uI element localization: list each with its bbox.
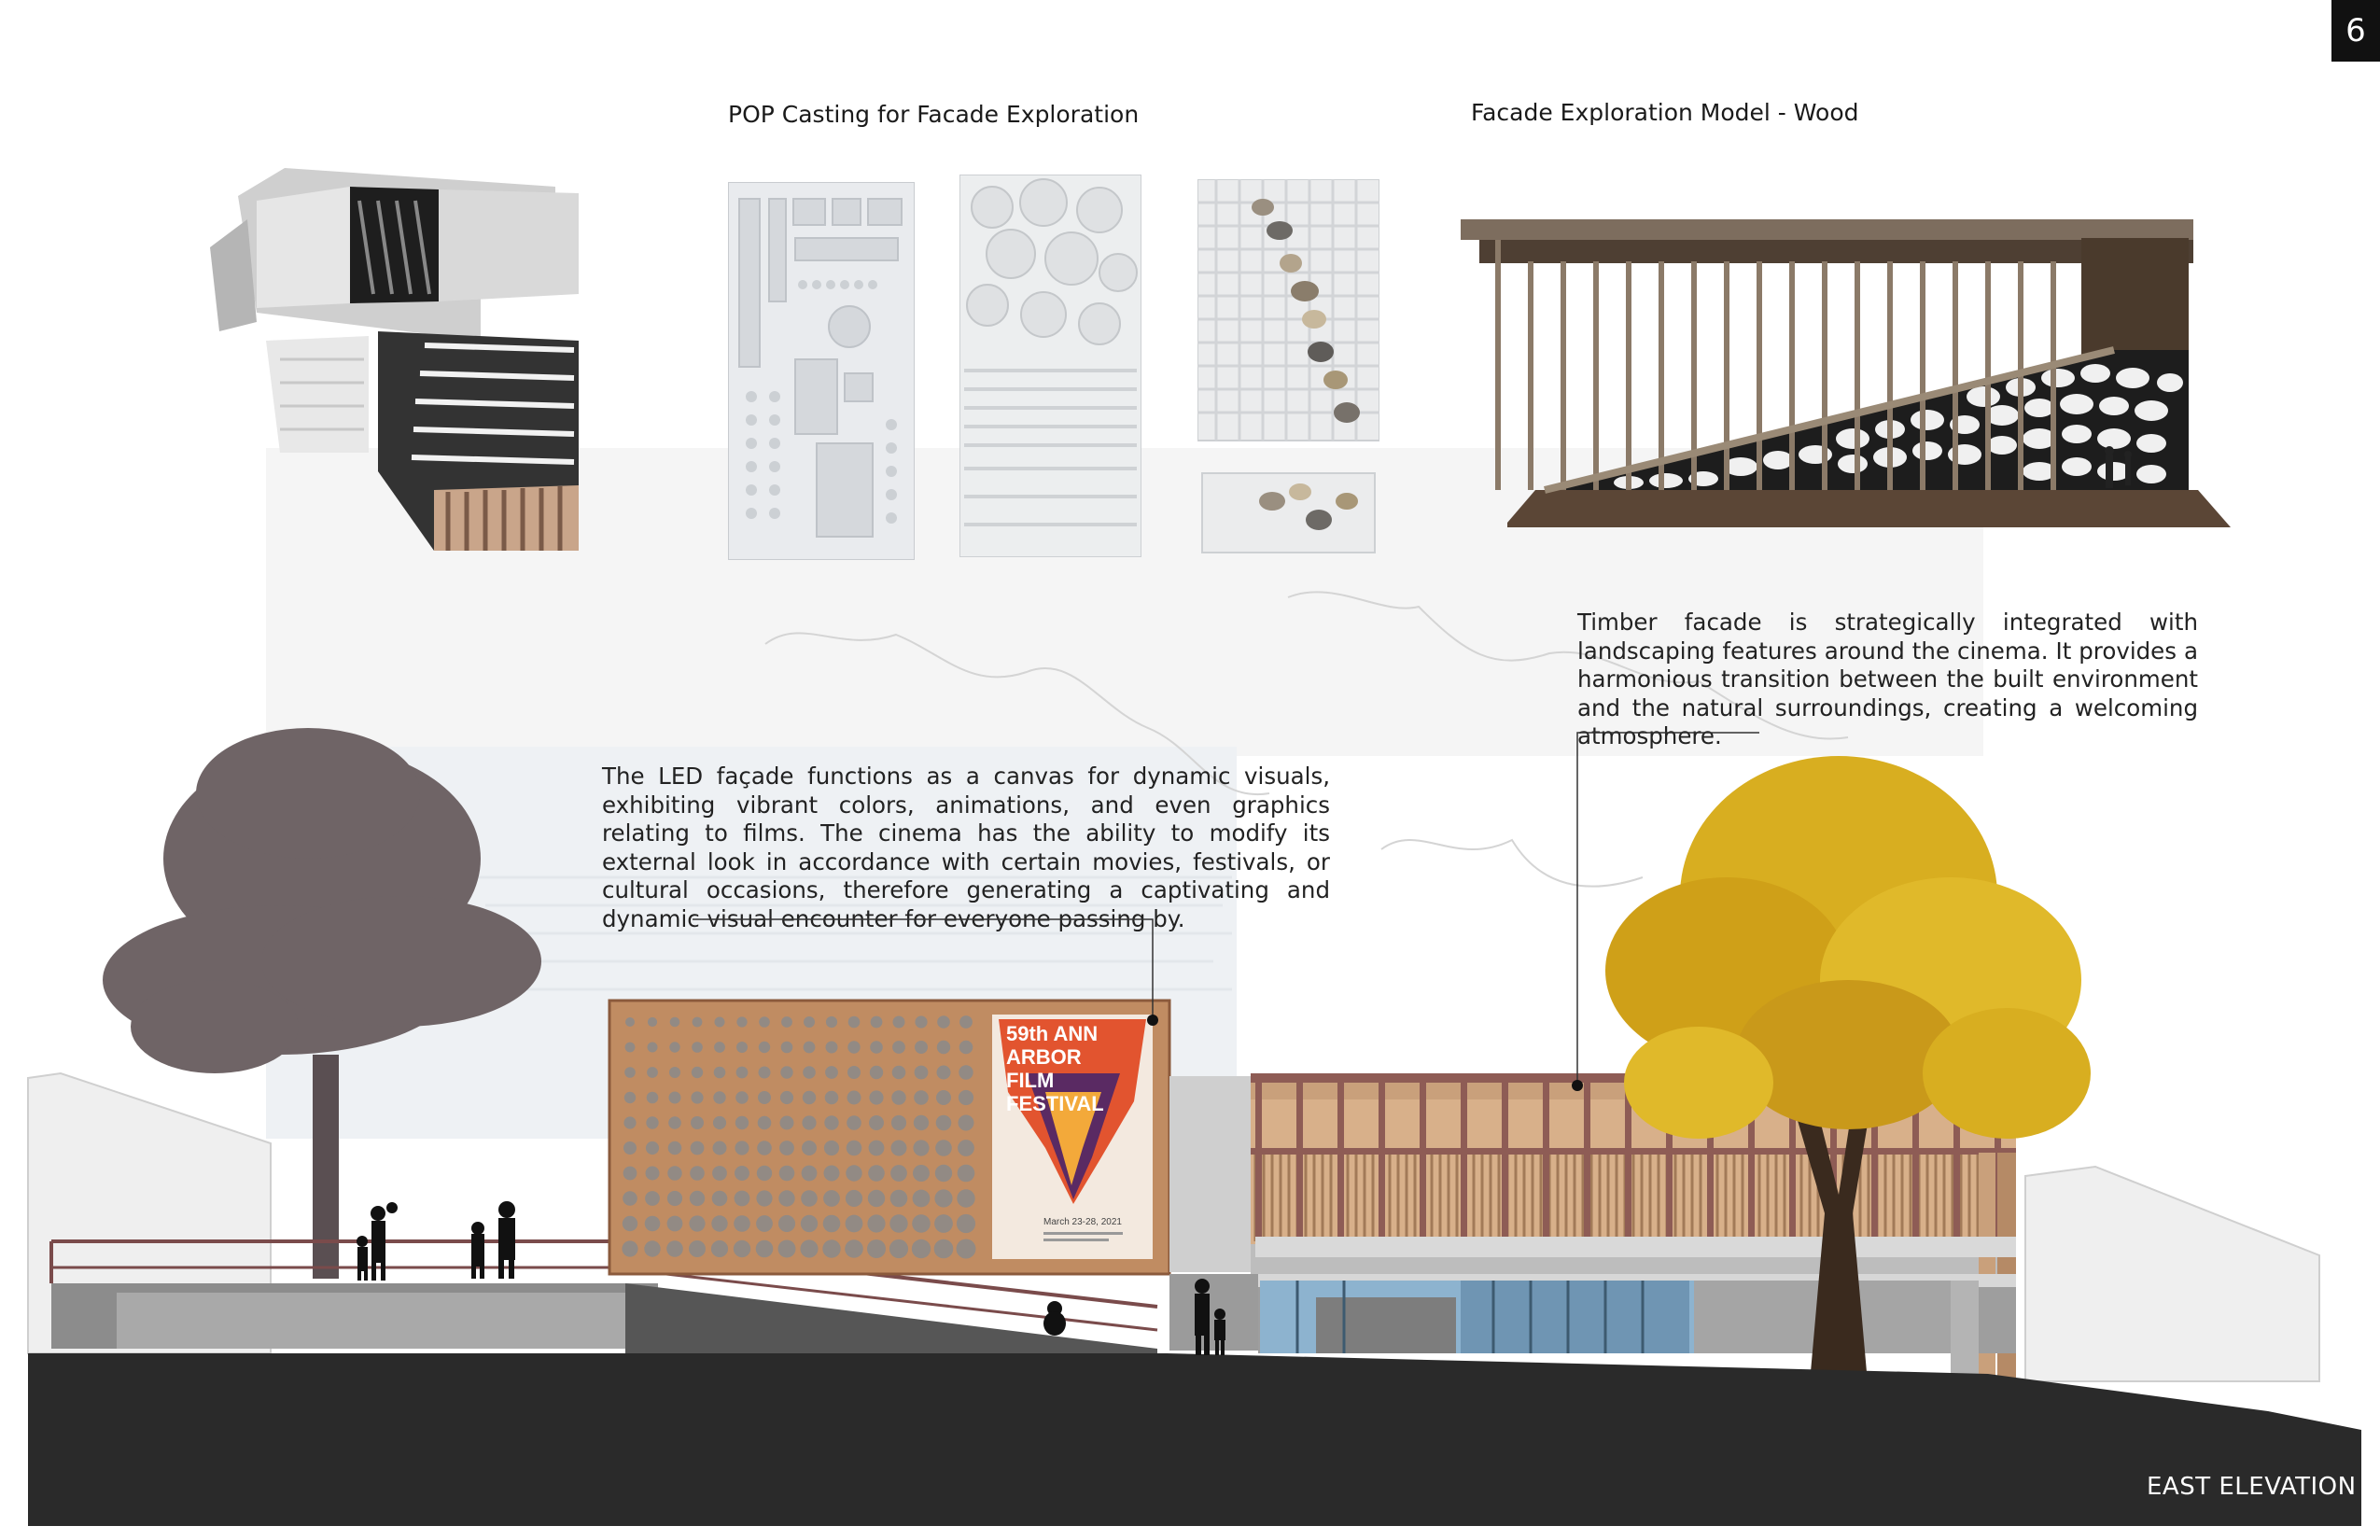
perforation (822, 1239, 840, 1257)
perforation (802, 1115, 816, 1129)
perforation (669, 1042, 679, 1052)
perforation (623, 1216, 637, 1231)
perforation (669, 1067, 680, 1078)
perforation (691, 1116, 704, 1129)
perforation (871, 1016, 883, 1029)
perforation (759, 1067, 771, 1079)
perforation (623, 1167, 637, 1181)
perforation (692, 1067, 703, 1078)
perforation (957, 1239, 976, 1259)
perforation (624, 1067, 636, 1078)
frame-column (1584, 1078, 1590, 1246)
perforation (645, 1216, 661, 1232)
perforation (891, 1090, 905, 1104)
perforation (693, 1017, 703, 1028)
perforation (959, 1090, 973, 1105)
perforation (915, 1015, 927, 1028)
poster-line2: ARBOR (1006, 1045, 1082, 1069)
perforation (714, 1067, 726, 1079)
perforation (892, 1066, 906, 1080)
perforation (690, 1166, 705, 1181)
east-elevation-label: EAST ELEVATION (2147, 1473, 2357, 1501)
perforation (847, 1115, 861, 1130)
perforation (712, 1166, 727, 1181)
page-number: 6 (2331, 0, 2380, 62)
perforation (689, 1240, 706, 1257)
perforation (667, 1216, 683, 1232)
perforation (778, 1215, 795, 1232)
perforation (758, 1091, 771, 1104)
perforation (958, 1165, 975, 1183)
perforation (848, 1016, 861, 1029)
perforation (666, 1240, 683, 1257)
perforation (645, 1191, 660, 1206)
perforation (847, 1066, 861, 1079)
perforation (646, 1116, 658, 1128)
perforation (892, 1041, 905, 1054)
perforation (757, 1141, 772, 1155)
perforation (801, 1190, 818, 1207)
perforation (847, 1091, 861, 1105)
perforation (959, 1041, 973, 1055)
perforation (623, 1141, 637, 1155)
perforation (735, 1191, 750, 1207)
perforation (778, 1240, 796, 1258)
perforation (915, 1041, 928, 1054)
perforation (891, 1115, 906, 1130)
perforation (668, 1141, 682, 1155)
film-festival-poster (992, 1015, 1153, 1259)
perforation (959, 1015, 973, 1029)
perforation (936, 1090, 951, 1105)
perforation (870, 1041, 883, 1054)
perforation (846, 1165, 861, 1181)
perforation (802, 1141, 817, 1155)
perforation (646, 1141, 659, 1155)
perforation (914, 1090, 929, 1105)
perforation (825, 1091, 839, 1105)
perforation (868, 1165, 885, 1182)
perforation (648, 1017, 657, 1027)
perforation (644, 1240, 660, 1256)
ground-section (28, 1353, 2361, 1526)
perforation (736, 1067, 749, 1079)
perforation (759, 1016, 770, 1028)
perforation (802, 1166, 818, 1182)
perforation (826, 1016, 837, 1028)
perforation (867, 1214, 885, 1232)
perforation (625, 1043, 636, 1053)
perforation (622, 1240, 637, 1256)
perforation (913, 1165, 930, 1182)
perforation (937, 1041, 950, 1054)
perforation (736, 1042, 748, 1053)
poster-line4: FESTIVAL (1006, 1092, 1104, 1115)
perforation (715, 1017, 725, 1028)
perforation (913, 1140, 929, 1155)
perforation (823, 1215, 841, 1233)
perforation (914, 1115, 929, 1130)
poster-dates: March 23-28, 2021 (1043, 1217, 1122, 1227)
frame-column (1337, 1078, 1344, 1246)
perforation (846, 1190, 862, 1207)
perforation (913, 1190, 931, 1208)
perforation (623, 1116, 636, 1128)
perforation (781, 1042, 793, 1054)
perforation (780, 1066, 792, 1078)
perforation (824, 1115, 838, 1129)
perforation (912, 1239, 931, 1258)
perforation (912, 1214, 931, 1233)
perforation (625, 1017, 635, 1027)
perforation (959, 1115, 974, 1131)
perforation (711, 1215, 727, 1231)
perforation (646, 1167, 660, 1181)
perforation (735, 1116, 749, 1129)
glazing (1260, 1281, 1713, 1353)
perforation (957, 1189, 974, 1207)
perforation (846, 1215, 863, 1233)
perforation (826, 1042, 838, 1054)
wood-model-heading: Facade Exploration Model - Wood (1471, 99, 1859, 126)
perforation (803, 1066, 816, 1079)
timber-facade-description: Timber facade is strategically integrated with landscaping features around the cinema. It provides a harmonious transition between the built environment and the natural surroundings, creating a welcoming atmosphere. (1577, 609, 2198, 749)
perforation (714, 1042, 725, 1053)
perforation (692, 1042, 703, 1053)
frame-column (1502, 1078, 1508, 1246)
perforation (756, 1190, 772, 1206)
perforation (689, 1215, 705, 1231)
perforation (780, 1116, 794, 1130)
perforation (915, 1066, 929, 1080)
perforation (890, 1165, 907, 1182)
pop-casting-heading: POP Casting for Facade Exploration (728, 101, 1140, 128)
perforation (959, 1065, 973, 1079)
perforation (736, 1016, 747, 1027)
perforation (937, 1066, 951, 1080)
perforation (734, 1240, 750, 1257)
perforation (935, 1140, 952, 1156)
perforation (667, 1166, 681, 1180)
perforation (824, 1166, 840, 1182)
perforation (647, 1092, 659, 1104)
perforation (735, 1091, 749, 1104)
perforation (759, 1042, 770, 1053)
perforation (670, 1017, 680, 1028)
perforation (937, 1015, 950, 1029)
frame-column (1543, 1078, 1549, 1246)
perforation (734, 1215, 750, 1232)
poster-line1: 59th ANN (1006, 1022, 1099, 1045)
perforation (668, 1116, 681, 1129)
perforation (757, 1166, 772, 1181)
frame-column (1379, 1078, 1385, 1246)
perforation (624, 1092, 636, 1103)
perforation (804, 1016, 815, 1028)
perforation (690, 1191, 705, 1206)
perforation (869, 1115, 884, 1130)
perforation (623, 1191, 637, 1206)
perforation (847, 1041, 860, 1053)
perforation (845, 1239, 863, 1258)
perforation (756, 1215, 773, 1232)
perforation (868, 1190, 885, 1207)
perforation (893, 1016, 905, 1029)
perforation (781, 1016, 792, 1028)
perforation (889, 1239, 908, 1258)
perforation (711, 1240, 728, 1257)
frame-column (1296, 1078, 1303, 1246)
perforation (756, 1240, 774, 1258)
perforation (935, 1165, 952, 1182)
perforation (691, 1141, 705, 1155)
perforation (870, 1066, 883, 1079)
perforation (891, 1141, 907, 1156)
perforation (957, 1214, 975, 1233)
perforation (869, 1090, 883, 1104)
frame-column (1420, 1078, 1426, 1246)
perforation (801, 1215, 818, 1232)
perforation (934, 1189, 952, 1207)
perforation (825, 1066, 838, 1079)
perforation (890, 1190, 908, 1208)
perforation (669, 1092, 681, 1104)
perforation (934, 1239, 954, 1259)
frame-column (1461, 1078, 1467, 1246)
perforation (958, 1140, 974, 1156)
perforation (735, 1166, 749, 1181)
poster-line3: FILM (1006, 1069, 1055, 1092)
perforation (647, 1067, 658, 1078)
perforation (780, 1091, 793, 1104)
perforation (804, 1042, 816, 1054)
perforation (847, 1141, 862, 1156)
perforation (735, 1141, 749, 1155)
perforation (824, 1141, 839, 1155)
frame-column (1255, 1078, 1262, 1246)
perforation (823, 1190, 840, 1207)
perforation (869, 1141, 885, 1156)
perforation (713, 1141, 727, 1155)
perforation (779, 1141, 794, 1155)
led-facade-description: The LED façade functions as a canvas for dynamic visuals, exhibiting vibrant colors, animations, and even graphics relating to films. The cinema has the ability to modify its external look in accordance with certain movies, festivals, or cultural occasions, therefore generating a captivating and dynamic visual encounter for everyone passing by. (602, 763, 1330, 932)
perforation (712, 1191, 728, 1207)
perforation (867, 1239, 886, 1258)
perforation (778, 1190, 794, 1206)
perforation (803, 1091, 816, 1104)
perforation (889, 1214, 907, 1232)
perforation (713, 1091, 725, 1103)
perforation (691, 1091, 703, 1103)
perforation (800, 1239, 818, 1257)
perforation (713, 1116, 726, 1129)
perforation (758, 1116, 772, 1130)
perforation (667, 1191, 682, 1206)
perforation (648, 1043, 658, 1053)
perforation (779, 1166, 795, 1182)
perforation (936, 1115, 952, 1131)
perforation (934, 1214, 953, 1233)
